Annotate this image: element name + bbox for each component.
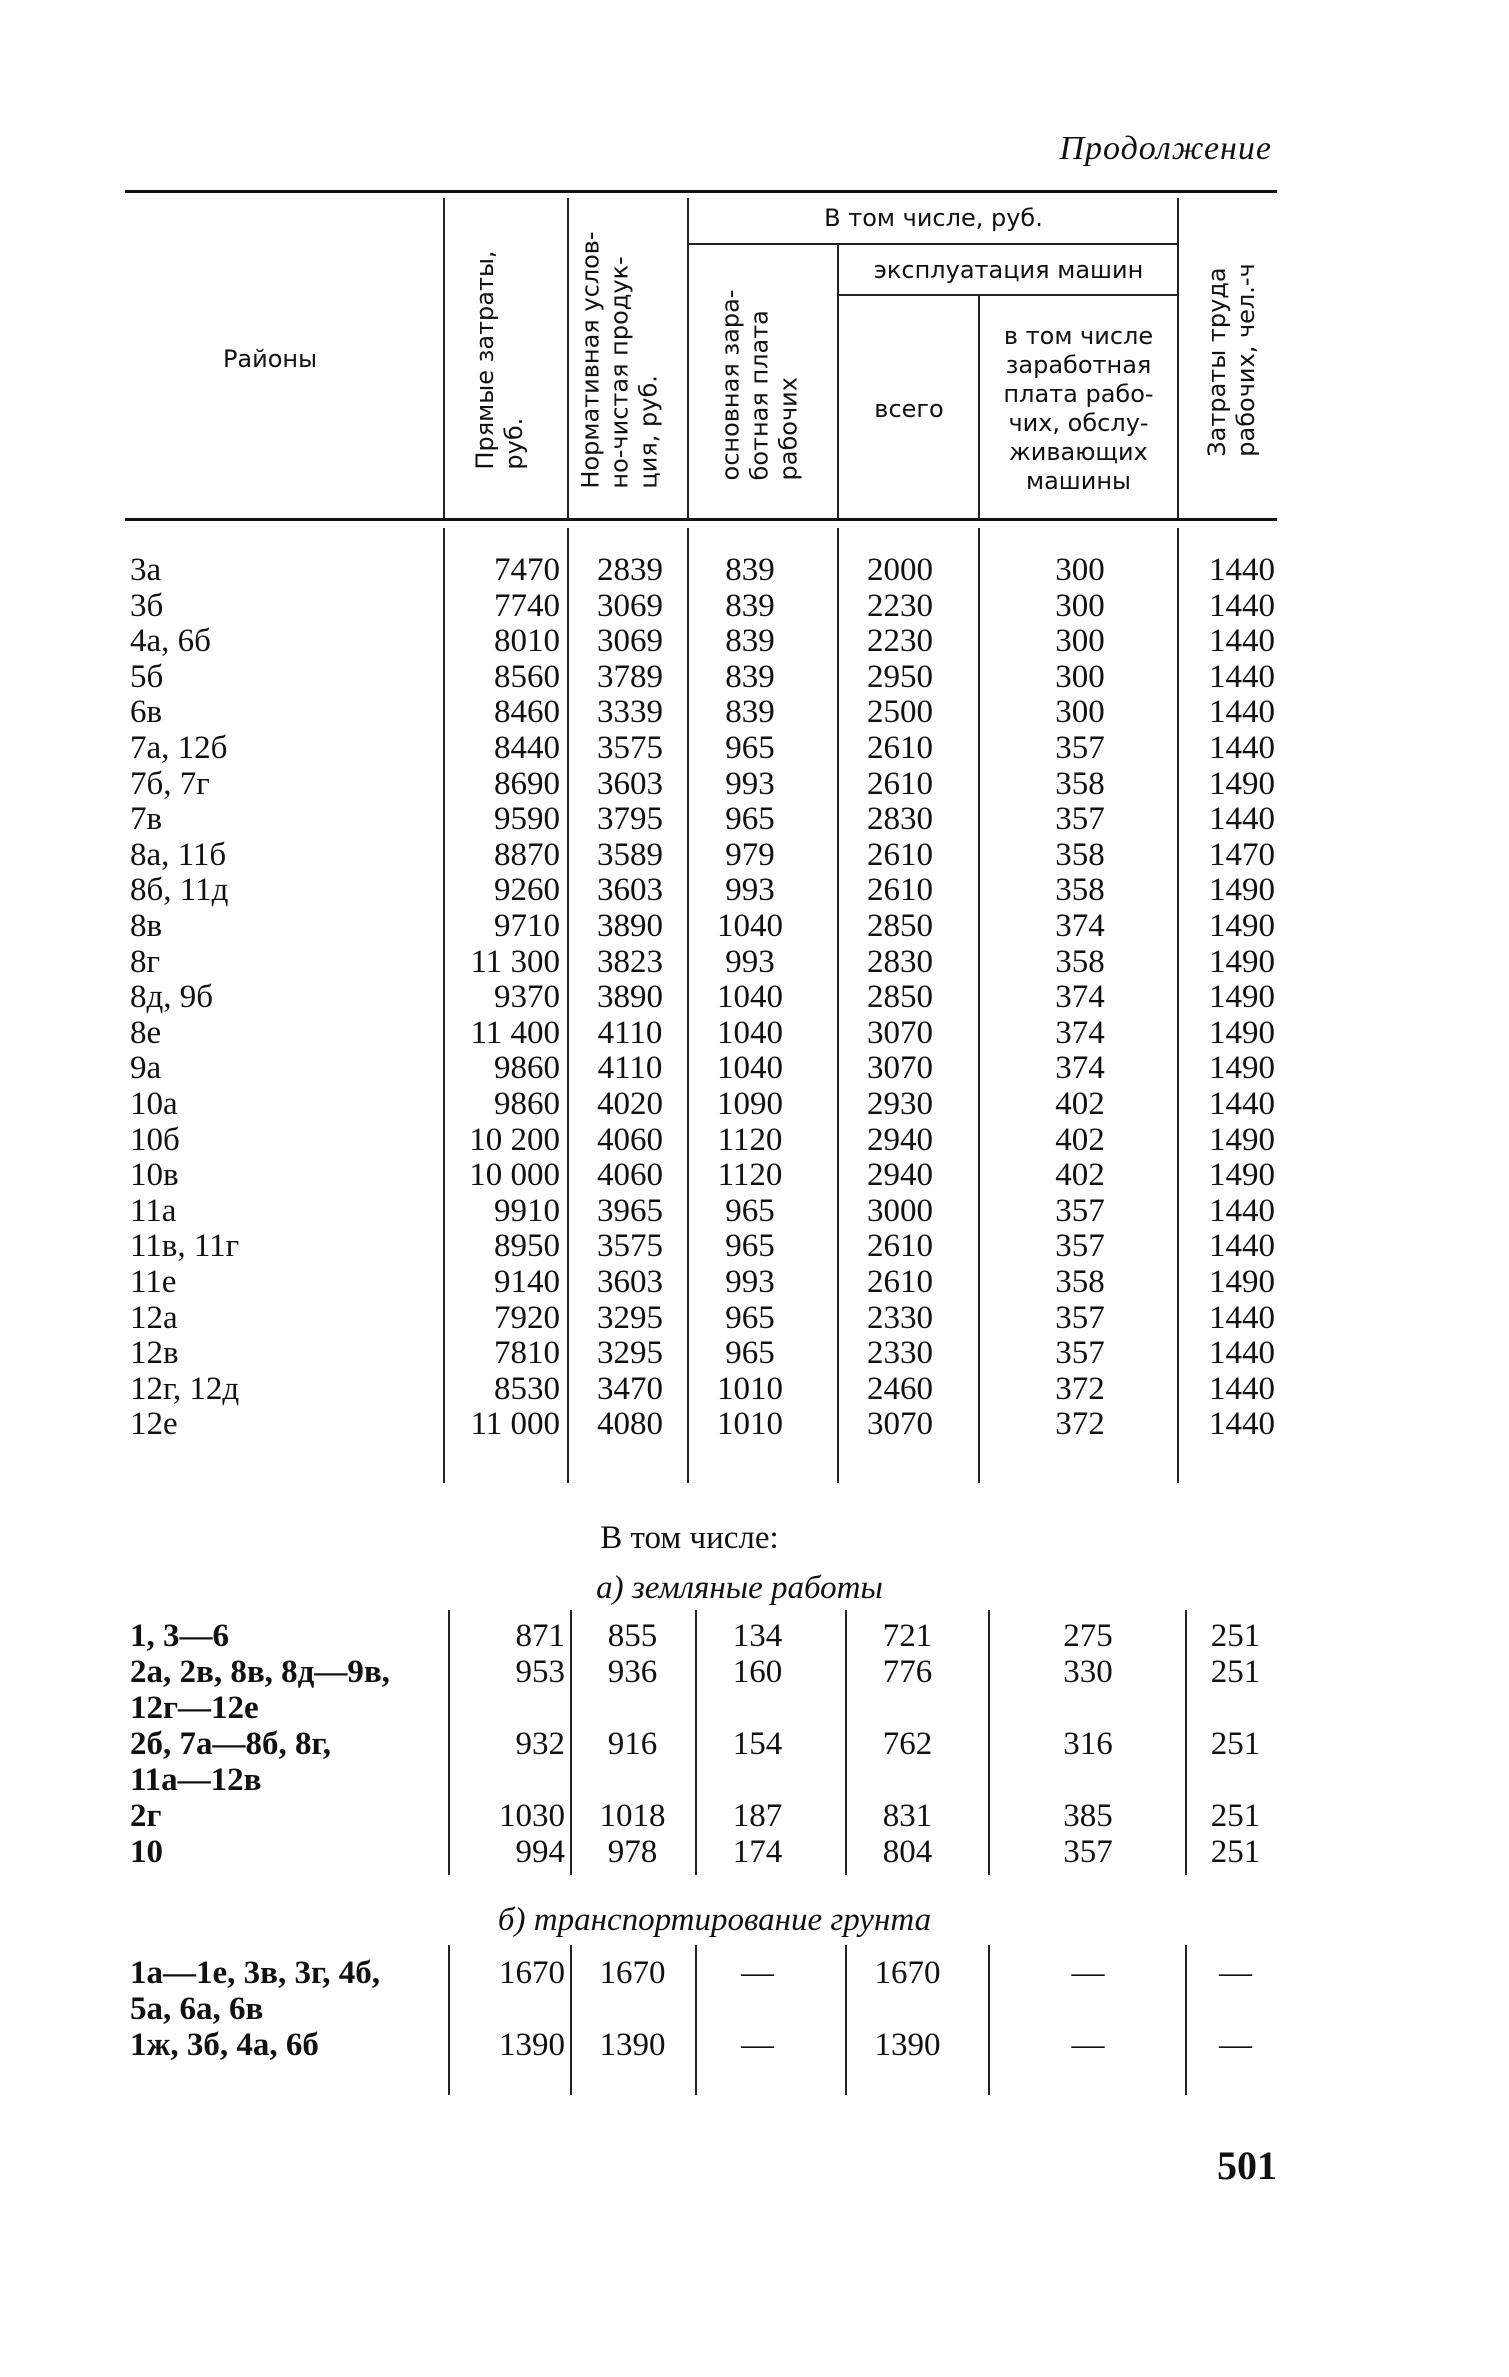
cell-normative: 3965 bbox=[597, 1192, 663, 1229]
cell-direct-costs: 932 bbox=[515, 1726, 565, 1762]
cell-region bbox=[130, 1726, 331, 1798]
cell-region: 8е bbox=[130, 1014, 162, 1051]
table-row bbox=[130, 837, 1280, 873]
including-label: В том числе: bbox=[600, 1520, 779, 1556]
cell-machine-wages: 357 bbox=[1055, 730, 1105, 766]
cell-machine-total: 2940 bbox=[867, 1157, 933, 1194]
cell-machine-total: 831 bbox=[882, 1798, 933, 1834]
cell-wages: 1040 bbox=[717, 908, 783, 944]
cell-machine-wages: 385 bbox=[1063, 1798, 1113, 1834]
cell-direct-costs: 9370 bbox=[494, 979, 560, 1016]
cell-machine-total: 2330 bbox=[867, 1299, 933, 1336]
cell-machine-total: 2950 bbox=[867, 658, 933, 695]
cell-wages: 965 bbox=[725, 730, 775, 766]
cell-machine-total: 2830 bbox=[867, 801, 933, 838]
cell-labor: 1440 bbox=[1209, 1192, 1275, 1229]
cell-wages: 839 bbox=[725, 587, 775, 624]
cell-machine-wages: 300 bbox=[1055, 658, 1105, 695]
cell-direct-costs: 11 400 bbox=[470, 1014, 560, 1051]
cell-direct-costs: 8530 bbox=[494, 1370, 560, 1407]
cell-direct-costs: 1390 bbox=[499, 2027, 565, 2063]
header-divider bbox=[837, 245, 839, 518]
cell-wages: 993 bbox=[725, 765, 775, 802]
cell-direct-costs: 9260 bbox=[494, 872, 560, 909]
cell-labor: 251 bbox=[1210, 1726, 1261, 1762]
cell-machine-wages: 357 bbox=[1055, 1335, 1105, 1372]
cell-normative: 1390 bbox=[599, 2027, 666, 2063]
cell-wages: 839 bbox=[725, 552, 775, 588]
table-row bbox=[130, 872, 1280, 908]
cell-machine-total: 2610 bbox=[867, 872, 933, 909]
cell-direct-costs: 9860 bbox=[494, 1086, 560, 1122]
cell-machine-total: 3000 bbox=[867, 1192, 933, 1229]
cell-machine-total: 2330 bbox=[867, 1335, 933, 1372]
header-labor: Затраты труда рабочих, чел.-ч bbox=[1203, 263, 1260, 457]
cell-normative: 3603 bbox=[597, 1264, 663, 1300]
header-total: всего bbox=[874, 395, 944, 423]
cell-machine-total: 2610 bbox=[867, 1264, 933, 1300]
cell-normative: 3890 bbox=[597, 908, 663, 944]
cell-machine-total: 2850 bbox=[867, 979, 933, 1016]
cell-machine-wages: 358 bbox=[1055, 943, 1105, 980]
cell-region bbox=[130, 1798, 162, 1834]
cell-normative: 3339 bbox=[597, 694, 663, 731]
cell-region: 12в bbox=[130, 1335, 179, 1372]
cell-wages: 965 bbox=[725, 1335, 775, 1372]
table-row bbox=[130, 1122, 1280, 1158]
cell-machine-wages: 330 bbox=[1063, 1654, 1113, 1690]
cell-wages: 187 bbox=[732, 1798, 783, 1834]
cell-labor: — bbox=[1219, 2027, 1252, 2063]
table-row bbox=[130, 1406, 1280, 1442]
cell-wages: 160 bbox=[732, 1654, 783, 1690]
cell-region: 8а, 11б bbox=[130, 836, 227, 873]
header-bottom-rule bbox=[125, 518, 1277, 521]
cell-normative: 1670 bbox=[599, 1955, 666, 1991]
cell-direct-costs: 1030 bbox=[499, 1798, 565, 1834]
header-normative: Нормативная услов- но-чистая продук- ция, руб. bbox=[576, 231, 663, 489]
cell-labor: 1440 bbox=[1209, 658, 1275, 695]
table-row bbox=[130, 1654, 1280, 1726]
table-row bbox=[130, 1798, 1280, 1834]
cell-machine-wages: 402 bbox=[1055, 1121, 1105, 1158]
cell-wages: 1040 bbox=[717, 1050, 783, 1087]
cell-machine-wages: 300 bbox=[1055, 694, 1105, 731]
table-row bbox=[130, 2027, 1280, 2063]
header-divider bbox=[443, 198, 445, 518]
cell-machine-wages: 300 bbox=[1055, 587, 1105, 624]
cell-normative: 916 bbox=[607, 1726, 658, 1762]
cell-machine-total: 2610 bbox=[867, 1228, 933, 1265]
page-number: 501 bbox=[1217, 2143, 1277, 2188]
cell-machine-total: 2230 bbox=[867, 623, 933, 660]
cell-normative: 3295 bbox=[597, 1299, 663, 1336]
cell-machine-total: 721 bbox=[882, 1618, 933, 1654]
cell-direct-costs: 11 000 bbox=[470, 1406, 560, 1443]
cell-direct-costs: 994 bbox=[515, 1834, 565, 1870]
cell-direct-costs: 7920 bbox=[494, 1299, 560, 1336]
cell-direct-costs: 10 000 bbox=[469, 1157, 560, 1194]
cell-wages: 965 bbox=[725, 1299, 775, 1336]
cell-region: 4а, 6б bbox=[130, 623, 211, 660]
cell-direct-costs: 8950 bbox=[494, 1228, 560, 1265]
cell-machine-wages: 357 bbox=[1063, 1834, 1113, 1870]
cell-wages: 134 bbox=[732, 1618, 783, 1654]
cell-wages: 979 bbox=[725, 836, 775, 873]
header-divider bbox=[567, 198, 569, 518]
table-row bbox=[130, 730, 1280, 766]
cell-wages: 174 bbox=[732, 1834, 783, 1870]
cell-region: 8г bbox=[130, 943, 161, 980]
cell-machine-wages: — bbox=[1071, 2027, 1105, 2063]
cell-machine-total: 2000 bbox=[867, 552, 933, 588]
table-row bbox=[130, 1618, 1280, 1654]
table-row bbox=[130, 979, 1280, 1015]
cell-region: 7б, 7г bbox=[130, 765, 210, 802]
cell-region: 8в bbox=[130, 908, 163, 944]
cell-labor: 251 bbox=[1210, 1618, 1261, 1654]
cell-direct-costs: 9590 bbox=[494, 801, 560, 838]
cell-wages: 1090 bbox=[717, 1086, 783, 1122]
cell-labor: 1490 bbox=[1209, 1121, 1275, 1158]
cell-machine-wages: 358 bbox=[1055, 1264, 1105, 1300]
cell-machine-wages: 358 bbox=[1055, 836, 1105, 873]
cell-wages: 154 bbox=[732, 1726, 783, 1762]
cell-machine-total: 2610 bbox=[867, 836, 933, 873]
cell-region: 8д, 9б bbox=[130, 979, 214, 1016]
cell-wages: 1120 bbox=[717, 1121, 783, 1158]
cell-normative: 4110 bbox=[597, 1050, 663, 1087]
cell-labor: 1490 bbox=[1209, 1014, 1275, 1051]
cell-direct-costs: 871 bbox=[515, 1618, 565, 1654]
cell-normative: 855 bbox=[607, 1618, 658, 1654]
cell-wages: 993 bbox=[725, 872, 775, 909]
cell-wages: 1120 bbox=[717, 1157, 783, 1194]
cell-direct-costs: 11 300 bbox=[470, 943, 560, 980]
region-line: 5а, 6а, 6в bbox=[130, 1991, 264, 2027]
cell-machine-total: 776 bbox=[882, 1654, 933, 1690]
table-row bbox=[130, 1371, 1280, 1407]
table-row bbox=[130, 694, 1280, 730]
cell-wages: — bbox=[741, 2027, 774, 2063]
table-row bbox=[130, 1050, 1280, 1086]
cell-labor: 1490 bbox=[1209, 979, 1275, 1016]
cell-wages: 993 bbox=[725, 1264, 775, 1300]
cell-labor: 1440 bbox=[1209, 587, 1275, 624]
cell-wages: 839 bbox=[725, 694, 775, 731]
cell-region: 11в, 11г bbox=[130, 1228, 240, 1265]
cell-machine-wages: 300 bbox=[1055, 623, 1105, 660]
cell-normative: 3795 bbox=[597, 801, 663, 838]
cell-direct-costs: 8870 bbox=[494, 836, 560, 873]
cell-normative: 3575 bbox=[597, 730, 663, 766]
cell-normative: 3069 bbox=[597, 587, 663, 624]
cell-wages: 1040 bbox=[717, 979, 783, 1016]
cell-machine-wages: 275 bbox=[1063, 1618, 1113, 1654]
cell-region: 10б bbox=[130, 1121, 180, 1158]
cell-machine-wages: 358 bbox=[1055, 872, 1105, 909]
table-row bbox=[130, 1955, 1280, 2027]
cell-direct-costs: 9710 bbox=[494, 908, 560, 944]
cell-labor: 1490 bbox=[1209, 1050, 1275, 1087]
cell-machine-total: 2460 bbox=[867, 1370, 933, 1407]
cell-region: 3а bbox=[130, 552, 162, 588]
header-group-machines: эксплуатация машин bbox=[873, 256, 1144, 284]
cell-machine-total: 1670 bbox=[874, 1955, 941, 1991]
cell-direct-costs: 8690 bbox=[494, 765, 560, 802]
cell-normative: 3603 bbox=[597, 872, 663, 909]
table-row bbox=[130, 944, 1280, 980]
cell-region bbox=[130, 1654, 390, 1726]
header-group-including: В том числе, руб. bbox=[824, 204, 1043, 232]
cell-labor: 1440 bbox=[1209, 730, 1275, 766]
cell-labor: 1440 bbox=[1209, 1370, 1275, 1407]
table-row bbox=[130, 1834, 1280, 1870]
cell-wages: 965 bbox=[725, 1228, 775, 1265]
table-row bbox=[130, 1015, 1280, 1051]
cell-machine-total: 2830 bbox=[867, 943, 933, 980]
cell-labor: 251 bbox=[1210, 1654, 1261, 1690]
table-row bbox=[130, 552, 1280, 588]
cell-normative: 3470 bbox=[597, 1370, 663, 1407]
cell-machine-wages: 372 bbox=[1055, 1406, 1105, 1443]
cell-normative: 3603 bbox=[597, 765, 663, 802]
table-row bbox=[130, 623, 1280, 659]
table-row bbox=[130, 588, 1280, 624]
cell-normative: 1018 bbox=[599, 1798, 666, 1834]
cell-region: 8б, 11д bbox=[130, 872, 229, 909]
cell-machine-wages: — bbox=[1071, 1955, 1105, 1991]
region-line: 1а—1е, 3в, 3г, 4б, bbox=[130, 1955, 380, 1991]
cell-labor: 1490 bbox=[1209, 1264, 1275, 1300]
cell-region: 11е bbox=[130, 1264, 177, 1300]
cell-direct-costs: 8460 bbox=[494, 694, 560, 731]
cell-labor: 1440 bbox=[1209, 623, 1275, 660]
cell-labor: 1490 bbox=[1209, 765, 1275, 802]
cell-labor: 251 bbox=[1210, 1834, 1261, 1870]
cell-direct-costs: 8560 bbox=[494, 658, 560, 695]
cell-direct-costs: 10 200 bbox=[469, 1121, 560, 1158]
cell-wages: 839 bbox=[725, 623, 775, 660]
cell-machine-wages: 357 bbox=[1055, 1299, 1105, 1336]
cell-machine-total: 2610 bbox=[867, 765, 933, 802]
cell-machine-wages: 358 bbox=[1055, 765, 1105, 802]
cell-machine-total: 3070 bbox=[867, 1014, 933, 1051]
cell-machine-wages: 374 bbox=[1055, 908, 1105, 944]
cell-machine-total: 3070 bbox=[867, 1406, 933, 1443]
cell-machine-total: 3070 bbox=[867, 1050, 933, 1087]
cell-region: 11а bbox=[130, 1192, 177, 1229]
cell-direct-costs: 953 bbox=[515, 1654, 565, 1690]
cell-region: 12г, 12д bbox=[130, 1370, 240, 1407]
cell-machine-wages: 357 bbox=[1055, 801, 1105, 838]
table-row bbox=[130, 801, 1280, 837]
cell-labor: 1440 bbox=[1209, 801, 1275, 838]
cell-machine-total: 2850 bbox=[867, 908, 933, 944]
cell-direct-costs: 7740 bbox=[494, 587, 560, 624]
cell-labor: 1440 bbox=[1209, 552, 1275, 588]
cell-machine-wages: 357 bbox=[1055, 1192, 1105, 1229]
cell-direct-costs: 8010 bbox=[494, 623, 560, 660]
cell-labor: 1490 bbox=[1209, 908, 1275, 944]
cell-labor: 1440 bbox=[1209, 1335, 1275, 1372]
cell-normative: 4080 bbox=[597, 1406, 663, 1443]
cell-machine-wages: 374 bbox=[1055, 979, 1105, 1016]
cell-direct-costs: 1670 bbox=[499, 1955, 565, 1991]
cell-labor: 1440 bbox=[1209, 1228, 1275, 1265]
cell-machine-wages: 402 bbox=[1055, 1157, 1105, 1194]
cell-direct-costs: 9860 bbox=[494, 1050, 560, 1087]
header-divider bbox=[687, 198, 689, 518]
cell-normative: 4060 bbox=[597, 1157, 663, 1194]
cell-machine-wages: 372 bbox=[1055, 1370, 1105, 1407]
cell-direct-costs: 8440 bbox=[494, 730, 560, 766]
cell-labor: 1440 bbox=[1209, 1299, 1275, 1336]
cell-region bbox=[130, 1834, 163, 1870]
cell-normative: 3589 bbox=[597, 836, 663, 873]
cell-machine-total: 2230 bbox=[867, 587, 933, 624]
cell-region: 7а, 12б bbox=[130, 730, 228, 766]
cell-normative: 978 bbox=[607, 1834, 658, 1870]
cell-region: 3б bbox=[130, 587, 164, 624]
header-wages: основная зара- ботная плата рабочих bbox=[716, 289, 803, 481]
cell-wages: 1010 bbox=[717, 1406, 783, 1443]
cell-machine-wages: 316 bbox=[1063, 1726, 1113, 1762]
region-line: 2б, 7а—8б, 8г, bbox=[130, 1726, 332, 1762]
cell-region bbox=[130, 1955, 380, 2027]
cell-machine-wages: 300 bbox=[1055, 552, 1105, 588]
continuation-label: Продолжение bbox=[1059, 130, 1272, 167]
cell-machine-total: 2610 bbox=[867, 730, 933, 766]
cell-labor: 1470 bbox=[1209, 836, 1275, 873]
cell-machine-wages: 374 bbox=[1055, 1014, 1105, 1051]
cell-normative: 3295 bbox=[597, 1335, 663, 1372]
cell-wages: 993 bbox=[725, 943, 775, 980]
cell-region: 7в bbox=[130, 801, 163, 838]
cell-labor: — bbox=[1219, 1955, 1252, 1991]
cell-labor: 1490 bbox=[1209, 872, 1275, 909]
cell-normative: 936 bbox=[607, 1654, 658, 1690]
cell-region bbox=[130, 2027, 319, 2063]
header-divider bbox=[837, 294, 1177, 296]
cell-normative: 4060 bbox=[597, 1121, 663, 1158]
header-direct-costs: Прямые затраты, руб. bbox=[471, 250, 528, 470]
cell-machine-total: 2500 bbox=[867, 694, 933, 731]
region-line: 2а, 2в, 8в, 8д—9в, bbox=[130, 1654, 390, 1690]
cell-region: 12е bbox=[130, 1406, 178, 1443]
cell-direct-costs: 9910 bbox=[494, 1192, 560, 1229]
table-row bbox=[130, 908, 1280, 944]
cell-machine-wages: 357 bbox=[1055, 1228, 1105, 1265]
table-row bbox=[130, 659, 1280, 695]
table-row bbox=[130, 1228, 1280, 1264]
cell-region bbox=[130, 1618, 229, 1654]
header-region: Районы bbox=[222, 345, 318, 373]
table-row bbox=[130, 1086, 1280, 1122]
region-line: 1ж, 3б, 4а, 6б bbox=[130, 2027, 319, 2063]
cell-labor: 251 bbox=[1210, 1798, 1261, 1834]
cell-normative: 3575 bbox=[597, 1228, 663, 1265]
cell-normative: 4020 bbox=[597, 1086, 663, 1122]
cell-machine-total: 2930 bbox=[867, 1086, 933, 1122]
cell-direct-costs: 7470 bbox=[494, 552, 560, 588]
cell-machine-wages: 374 bbox=[1055, 1050, 1105, 1087]
cell-wages: 965 bbox=[725, 1192, 775, 1229]
section-b-title: б) транспортирование грунта bbox=[497, 1902, 932, 1938]
cell-wages: 1040 bbox=[717, 1014, 783, 1051]
cell-region: 10в bbox=[130, 1157, 179, 1194]
cell-direct-costs: 7810 bbox=[494, 1335, 560, 1372]
region-line: 10 bbox=[130, 1834, 163, 1870]
cell-normative: 3823 bbox=[597, 943, 663, 980]
cell-labor: 1440 bbox=[1209, 694, 1275, 731]
header-machine-wages: в том числе заработная плата рабо- чих, обслу- живающих машины bbox=[1003, 322, 1154, 495]
cell-region: 5б bbox=[130, 658, 164, 695]
cell-wages: — bbox=[741, 1955, 774, 1991]
table-row bbox=[130, 1335, 1280, 1371]
table-row bbox=[130, 1193, 1280, 1229]
table-row bbox=[130, 766, 1280, 802]
cell-machine-wages: 402 bbox=[1055, 1086, 1105, 1122]
top-rule bbox=[125, 190, 1277, 193]
cell-region: 10а bbox=[130, 1086, 178, 1122]
cell-machine-total: 2940 bbox=[867, 1121, 933, 1158]
cell-direct-costs: 9140 bbox=[494, 1264, 560, 1300]
cell-normative: 3890 bbox=[597, 979, 663, 1016]
region-line: 2г bbox=[130, 1798, 162, 1834]
cell-machine-total: 762 bbox=[882, 1726, 933, 1762]
cell-wages: 839 bbox=[725, 658, 775, 695]
cell-labor: 1490 bbox=[1209, 943, 1275, 980]
cell-region: 6в bbox=[130, 694, 163, 731]
region-line: 11а—12в bbox=[130, 1762, 262, 1798]
table-row bbox=[130, 1300, 1280, 1336]
table-row bbox=[130, 1726, 1280, 1798]
header-divider bbox=[1177, 198, 1179, 518]
cell-normative: 4110 bbox=[597, 1014, 663, 1051]
cell-wages: 1010 bbox=[717, 1370, 783, 1407]
cell-machine-total: 1390 bbox=[874, 2027, 941, 2063]
cell-labor: 1440 bbox=[1209, 1086, 1275, 1122]
region-line: 1, 3—6 bbox=[130, 1618, 229, 1654]
cell-region: 12а bbox=[130, 1299, 178, 1336]
cell-normative: 3069 bbox=[597, 623, 663, 660]
region-line: 12г—12е bbox=[130, 1690, 259, 1726]
cell-normative: 3789 bbox=[597, 658, 663, 695]
header-divider bbox=[687, 243, 1177, 245]
table-row bbox=[130, 1264, 1280, 1300]
table-row bbox=[130, 1157, 1280, 1193]
cell-wages: 965 bbox=[725, 801, 775, 838]
cell-machine-total: 804 bbox=[882, 1834, 933, 1870]
cell-labor: 1490 bbox=[1209, 1157, 1275, 1194]
cell-labor: 1440 bbox=[1209, 1406, 1275, 1443]
cell-region: 9а bbox=[130, 1050, 162, 1087]
cell-normative: 2839 bbox=[597, 552, 663, 588]
section-a-title: а) земляные работы bbox=[596, 1570, 883, 1606]
